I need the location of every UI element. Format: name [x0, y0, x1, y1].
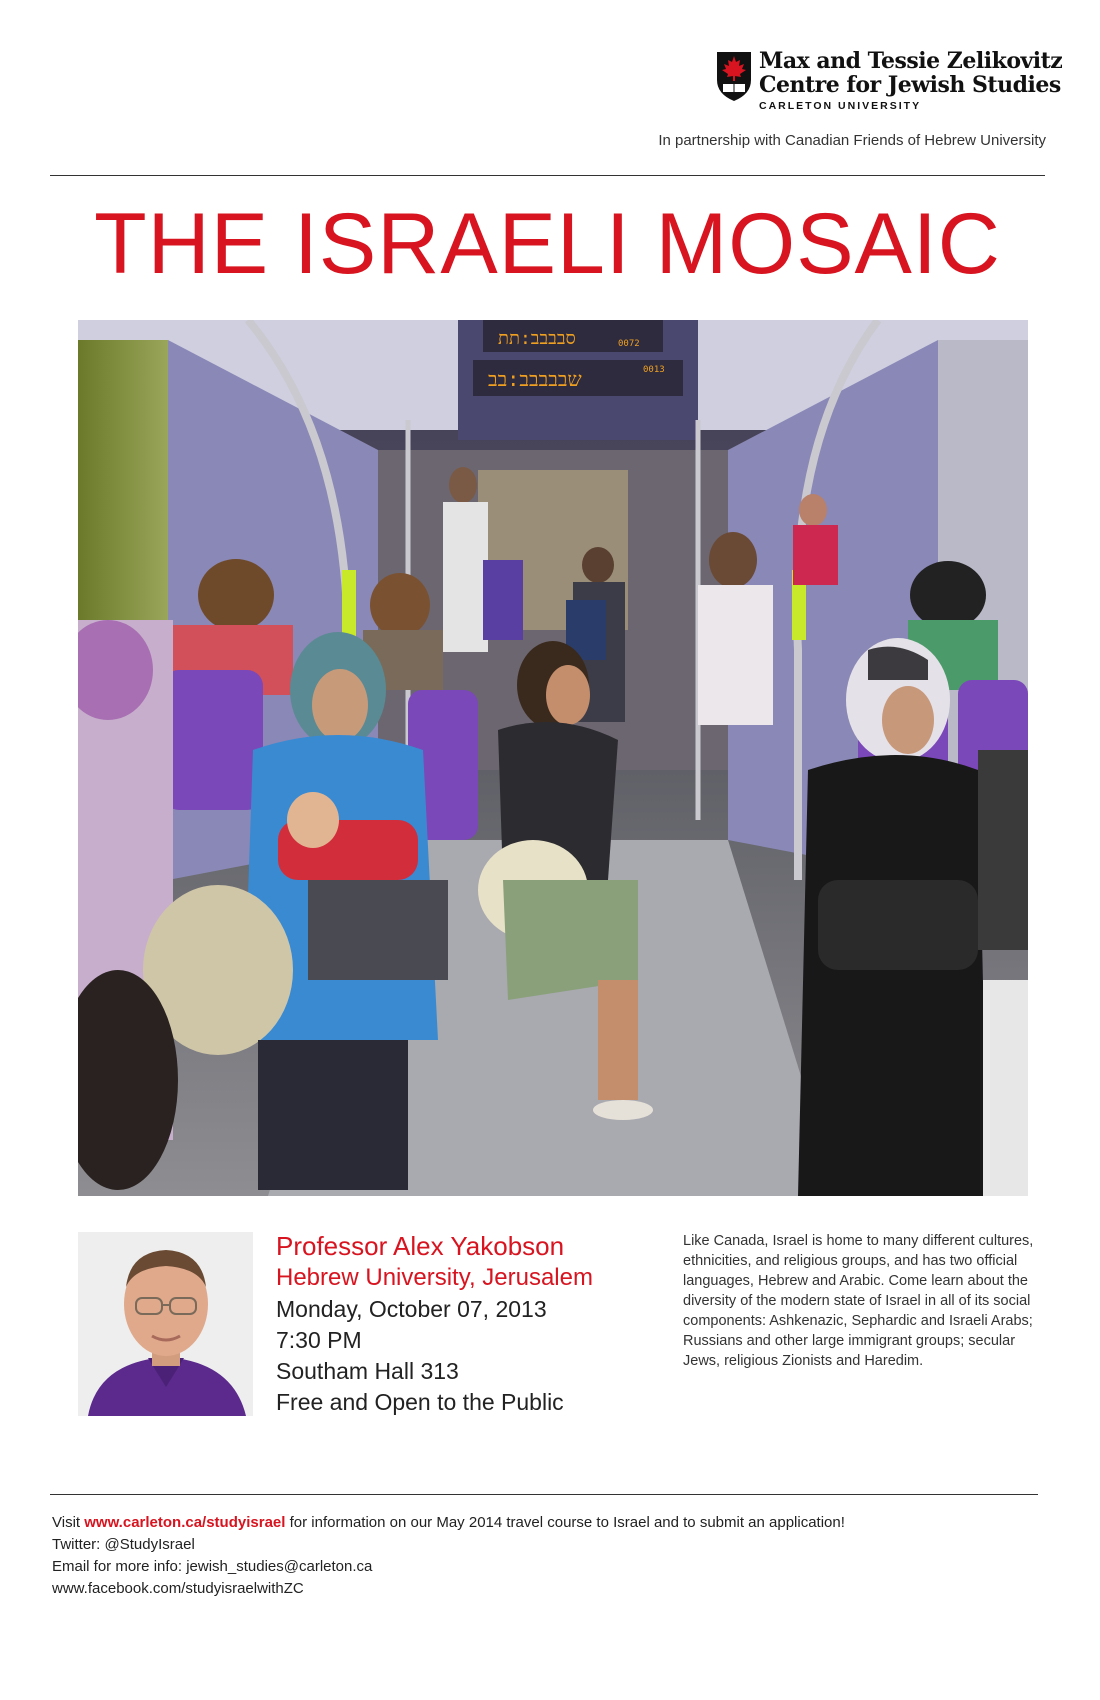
- event-description: Like Canada, Israel is home to many different cultures, ethnicities, and religious groups, and has two official languages, Hebrew and Arabic. Come learn about the diversity of the modern state of Israel in all of its social components: Ashkenazic, Sephardic and Israeli Arabs; Russians and other large immigrant groups; secular Jews, religious Zionists and Haredim.: [683, 1233, 1034, 1369]
- speaker-portrait: [78, 1232, 253, 1416]
- centre-logo: [715, 48, 1063, 114]
- footer-email: Email for more info: jewish_studies@carleton.ca: [52, 1558, 373, 1575]
- event-date: Monday, October 07, 2013: [276, 1296, 547, 1322]
- logo-line-3: CARLETON UNIVERSITY: [759, 100, 922, 112]
- logo-line-2: Centre for Jewish Studies: [759, 72, 1061, 98]
- speaker-details: [276, 1230, 676, 1418]
- bottom-divider: [50, 1494, 1038, 1495]
- tram-scene-illustration: [78, 320, 1028, 1196]
- event-location: Southam Hall 313: [276, 1358, 459, 1384]
- footer-visit-suffix: for information on our May 2014 travel course to Israel and to submit an application!: [285, 1514, 845, 1531]
- footer-facebook-link[interactable]: www.facebook.com/studyisraelwithZC: [52, 1580, 304, 1597]
- top-divider: [50, 175, 1045, 176]
- footer-twitter: Twitter: @StudyIsrael: [52, 1536, 195, 1553]
- destination-sign-mid: שבבבבב:בב: [488, 367, 582, 391]
- destination-sign-top-code: 0072: [618, 339, 640, 349]
- speaker-name: Professor Alex Yakobson: [276, 1231, 565, 1261]
- destination-sign-top: סבבבב:תת: [498, 328, 576, 349]
- event-time: 7:30 PM: [276, 1327, 362, 1353]
- footer-visit-prefix: Visit: [52, 1514, 85, 1531]
- study-israel-link[interactable]: www.carleton.ca/studyisrael: [84, 1514, 286, 1531]
- maple-leaf-shield-icon: [715, 50, 753, 102]
- speaker-portrait-illustration: [78, 1232, 253, 1416]
- destination-sign-mid-code: 0013: [643, 365, 665, 375]
- logo-line-1: Max and Tessie Zelikovitz: [759, 48, 1063, 74]
- footer-visit-line: [52, 1512, 1052, 1534]
- footer-info: [52, 1512, 1052, 1600]
- partnership-text: In partnership with Canadian Friends of Hebrew University: [658, 132, 1046, 149]
- tram-interior-photo: [78, 320, 1028, 1196]
- event-admission: Free and Open to the Public: [276, 1389, 564, 1415]
- poster-title: THE ISRAELI MOSAIC: [94, 196, 1001, 292]
- speaker-affiliation: Hebrew University, Jerusalem: [276, 1264, 593, 1291]
